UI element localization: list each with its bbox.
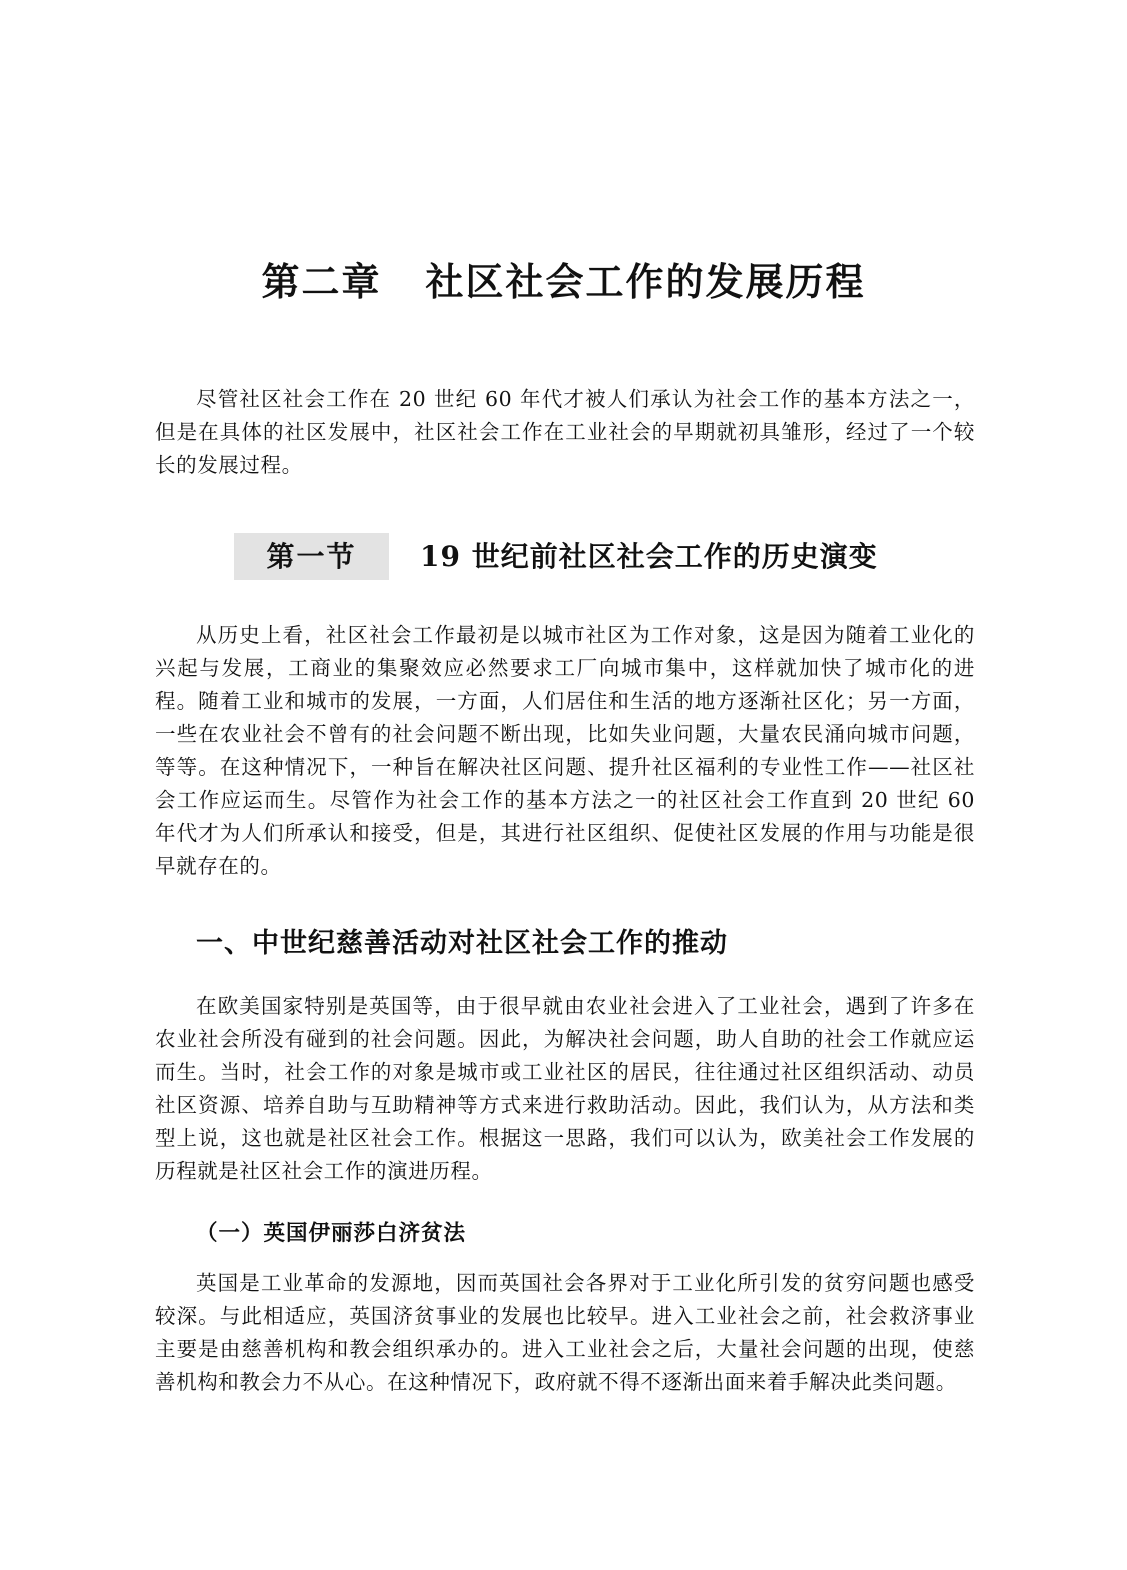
section-number: 第一节 <box>234 533 389 580</box>
chapter-title <box>0 252 1127 312</box>
subsection-heading: 一、中世纪慈善活动对社区社会工作的推动 <box>196 928 728 959</box>
section-paragraph: 从历史上看，社区社会工作最初是以城市社区为工作对象，这是因为随着工业化的兴起与发展，工商业的集聚效应必然要求工厂向城市集中，这样就加快了城市化的进程。随着工业和城市的发展，一方面，人们居住和生活的地方逐渐社区化；另一方面，一些在农业社会不曾有的社会问题不断出现，比如失业问题，大量农民涌向城市问题，等等。在这种情况下，一种旨在解决社区问题、提升社区福利的专业性工作——社区社会工作应运而生。尽管作为社会工作的基本方法之一的社区社会工作直到 20 世纪 60 年代才为人们所承认和接受，但是，其进行社区组织、促使社区发展的作用与功能是很早就存在的。 <box>155 623 975 878</box>
subsection-paragraph: 在欧美国家特别是英国等，由于很早就由农业社会进入了工业社会，遇到了许多在农业社会所没有碰到的社会问题。因此，为解决社会问题，助人自助的社会工作就应运而生。当时，社会工作的对象是城市或工业社区的居民，往往通过社区组织活动、动员社区资源、培养自助与互助精神等方式来进行救助活动。因此，我们认为，从方法和类型上说，这也就是社区社会工作。根据这一思路，我们可以认为，欧美社会工作发展的历程就是社区社会工作的演进历程。 <box>155 994 975 1183</box>
subsubsection-paragraph: 英国是工业革命的发源地，因而英国社会各界对于工业化所引发的贫穷问题也感受较深。与此相适应，英国济贫事业的发展也比较早。进入工业社会之前，社会救济事业主要是由慈善机构和教会组织承办的。进入工业社会之后，大量社会问题的出现，使慈善机构和教会力不从心。在这种情况下，政府就不得不逐渐出面来着手解决此类问题。 <box>155 1271 975 1394</box>
chapter-number: 第二章 <box>261 259 382 304</box>
section-title: 19 世纪前社区社会工作的历史演变 <box>420 540 878 573</box>
intro-paragraph: 尽管社区社会工作在 20 世纪 60 年代才被人们承认为社会工作的基本方法之一，但是在具体的社区发展中，社区社会工作在工业社会的早期就初具雏形，经过了一个较长的发展过程。 <box>155 387 975 477</box>
chapter-name: 社区社会工作的发展历程 <box>425 259 866 304</box>
subsubsection-heading: （一）英国伊丽莎白济贫法 <box>196 1221 467 1246</box>
section-heading <box>234 533 934 580</box>
